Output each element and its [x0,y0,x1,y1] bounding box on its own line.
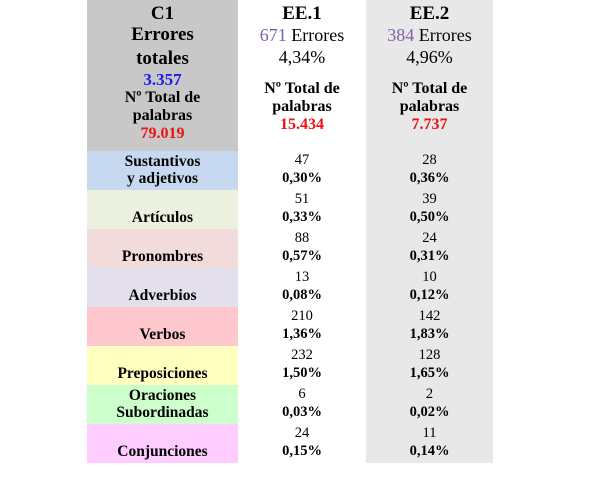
ee1-percent: 0,57% [282,248,322,264]
ee1-cell [238,229,366,268]
category-line-1: Preposiciones [117,365,208,382]
ee1-count: 47 [294,152,310,168]
ee1-count: 210 [291,308,313,324]
category-label-5 [87,346,238,385]
ee2-cell [366,190,493,229]
ee1-cell [238,307,366,346]
ee2-percent: 0,02% [409,404,450,420]
ee2-count: 24 [422,230,437,246]
ee1-count: 24 [294,425,310,441]
ee2-errors-label: Errores [418,25,472,45]
category-label-1 [87,190,238,229]
ee2-errors-count: 384 [387,25,415,45]
ee1-count: 13 [294,269,310,285]
ee2-cell [366,346,493,385]
category-line-1: Pronombres [121,248,204,265]
ee1-cell [238,385,366,424]
ee1-count: 6 [298,386,306,402]
c1-total-words: 79.019 [140,125,185,142]
c1-title: C1 [150,3,175,24]
ee1-count: 51 [294,191,310,207]
header-ee1 [238,0,366,151]
category-line-1: Conjunciones [117,443,208,460]
ee2-count: 10 [422,269,437,285]
ee2-cell [366,151,493,190]
ee2-count: 11 [422,425,437,441]
ee2-cell [366,385,493,424]
ee1-cell [238,346,366,385]
ee2-total-words: 7.737 [411,116,448,133]
ee1-percent: 0,08% [282,287,322,303]
ee2-count: 28 [422,152,437,168]
category-line-1: Verbos [139,326,186,343]
ee1-words-label-2: palabras [272,98,332,115]
ee1-total-words: 15.434 [280,116,324,133]
ee1-percent: 0,33% [282,209,322,225]
ee1-percent: 1,50% [282,365,322,381]
ee2-percent: 0,14% [409,443,450,459]
ee1-errors-label: Errores [291,25,345,45]
ee1-percent: 0,15% [282,443,322,459]
category-line-1: Artículos [131,209,194,226]
ee1-cell [238,151,366,190]
ee2-count: 128 [418,347,441,363]
ee1-cell [238,190,366,229]
c1-words-label-2: palabras [132,107,193,124]
ee2-title: EE.2 [409,3,450,24]
category-line-1: Sustantivos [124,153,201,170]
ee2-percent: 0,50% [409,209,450,225]
ee1-count: 232 [291,347,313,363]
ee2-percent: 4,96% [406,47,453,67]
ee2-words-label-1: Nº Total de [391,80,468,97]
ee1-errors [238,24,366,46]
ee2-cell [366,307,493,346]
header-ee2 [366,0,493,151]
ee2-cell [366,229,493,268]
ee1-cell [238,424,366,463]
ee1-cell [238,268,366,307]
category-line-1: Oraciones [128,387,197,404]
ee2-count: 39 [422,191,437,207]
c1-errors-label: Errores [131,24,194,45]
ee2-percent: 1,65% [409,365,450,381]
category-label-0 [87,151,238,190]
ee2-cell [366,424,493,463]
category-label-6 [87,385,238,424]
ee2-count: 2 [425,386,434,402]
ee1-percent: 0,03% [282,404,322,420]
ee1-words-label-1: Nº Total de [264,80,340,97]
ee1-percent: 0,30% [282,170,322,186]
ee2-percent: 0,31% [409,248,450,264]
ee2-cell [366,268,493,307]
ee1-count: 88 [294,230,310,246]
ee2-count: 142 [418,308,441,324]
ee1-title: EE.1 [282,3,322,24]
c1-total-errors: 3.357 [143,70,182,89]
ee2-words-label-2: palabras [399,98,460,115]
ee1-percent: 4,34% [278,47,326,67]
category-label-2 [87,229,238,268]
ee2-percent: 1,83% [409,326,450,342]
category-label-4 [87,307,238,346]
category-line-1: Adverbios [128,287,197,304]
category-label-3 [87,268,238,307]
category-line-2: y adjetivos [126,170,199,187]
header-c1 [87,0,238,151]
c1-totals-label: totales [136,48,189,69]
ee2-percent: 0,36% [409,170,450,186]
c1-words-label-1: Nº Total de [124,89,201,106]
ee1-percent: 1,36% [282,326,322,342]
ee2-errors [366,24,493,46]
ee1-errors-count: 671 [259,25,287,45]
category-label-7 [87,424,238,463]
category-line-2: Subordinadas [116,404,209,421]
ee2-percent: 0,12% [409,287,450,303]
